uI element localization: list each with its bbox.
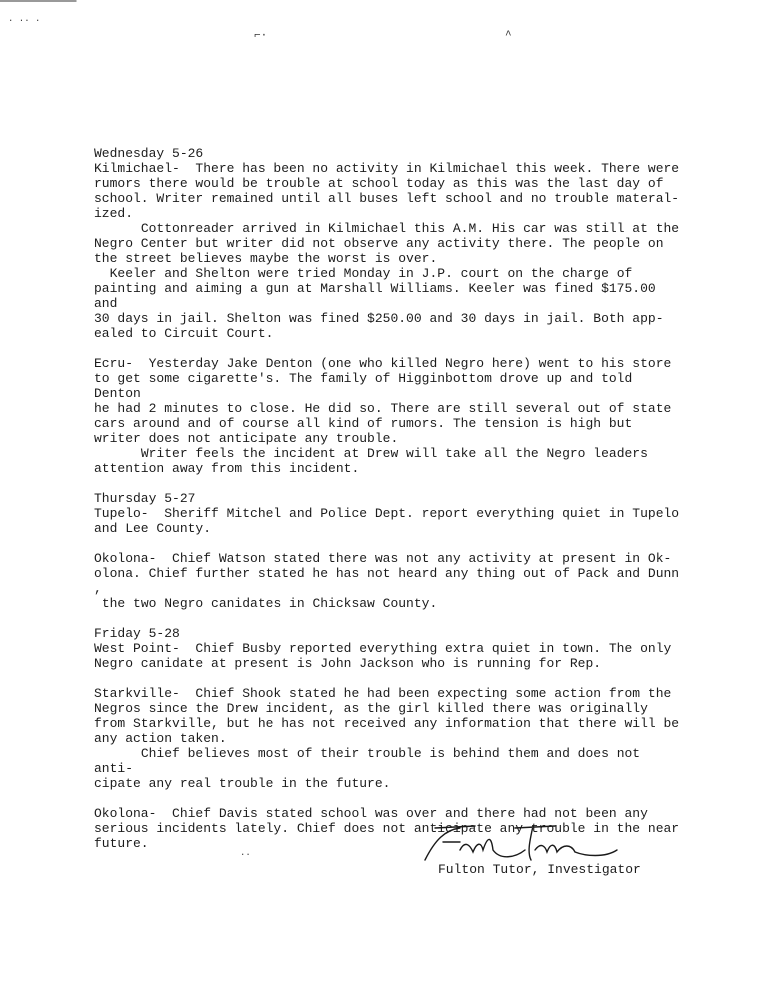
- blank-line: [94, 791, 684, 806]
- text-line: writer does not anticipate any trouble.: [94, 431, 399, 446]
- text-line: ized.: [94, 206, 134, 221]
- text-line: Keeler and Shelton were tried Monday in J.P. court on the charge of: [94, 266, 633, 281]
- text-line: Starkville- Chief Shook stated he had been expecting some action from the: [94, 686, 672, 701]
- text-line: Cottonreader arrived in Kilmichael this A.M. His car was still at the: [94, 221, 680, 236]
- text-line: cipate any real trouble in the future.: [94, 776, 391, 791]
- text-line: he had 2 minutes to close. He did so. There are still several out of state: [94, 401, 672, 416]
- blank-line: [94, 476, 684, 491]
- blank-line: [94, 341, 684, 356]
- text-line: olona. Chief further stated he has not heard any thing out of Pack and Dunn ,: [94, 566, 687, 596]
- report-body: [94, 146, 687, 851]
- text-line: Okolona- Chief Watson stated there was not any activity at present in Ok-: [94, 551, 672, 566]
- scan-mark: ⌐·: [254, 30, 268, 42]
- blank-line: [94, 671, 684, 686]
- scan-edge-line: [0, 0, 763, 2]
- scan-mark: · ·· ·: [8, 16, 41, 26]
- blank-line: [94, 611, 684, 626]
- text-line: ealed to Circuit Court.: [94, 326, 274, 341]
- text-line: rumors there would be trouble at school today as this was the last day of: [94, 176, 664, 191]
- date-heading: Wednesday 5-26: [94, 146, 204, 161]
- scan-mark: ^: [505, 30, 512, 42]
- text-line: attention away from this incident.: [94, 461, 360, 476]
- text-line: Negro canidate at present is John Jackson who is running for Rep.: [94, 656, 602, 671]
- text-line: the two Negro canidates in Chicksaw County.: [94, 596, 438, 611]
- date-heading: Thursday 5-27: [94, 491, 196, 506]
- date-heading: Friday 5-28: [94, 626, 180, 641]
- text-line: any action taken.: [94, 731, 227, 746]
- text-line: and Lee County.: [94, 521, 212, 536]
- text-line: the street believes maybe the worst is over.: [94, 251, 438, 266]
- text-line: Negro Center but writer did not observe any activity there. The people on: [94, 236, 664, 251]
- text-line: Chief believes most of their trouble is behind them and does not anti-: [94, 746, 648, 776]
- text-line: to get some cigarette's. The family of Higginbottom drove up and told Denton: [94, 371, 641, 401]
- blank-line: [94, 536, 684, 551]
- signature-caption: Fulton Tutor, Investigator: [438, 862, 641, 877]
- scan-mark: ··: [240, 850, 251, 860]
- text-line: West Point- Chief Busby reported everything extra quiet in town. The only: [94, 641, 672, 656]
- text-line: cars around and of course all kind of rumors. The tension is high but: [94, 416, 633, 431]
- text-line: school. Writer remained until all buses left school and no trouble materal-: [94, 191, 680, 206]
- text-line: Negros since the Drew incident, as the girl killed there was originally: [94, 701, 648, 716]
- text-line: from Starkville, but he has not received any information that there will be: [94, 716, 680, 731]
- text-line: 30 days in jail. Shelton was fined $250.00 and 30 days in jail. Both app-: [94, 311, 664, 326]
- text-line: Ecru- Yesterday Jake Denton (one who killed Negro here) went to his store: [94, 356, 672, 371]
- text-line: Writer feels the incident at Drew will take all the Negro leaders: [94, 446, 648, 461]
- text-line: painting and aiming a gun at Marshall Williams. Keeler was fined $175.00 and: [94, 281, 664, 311]
- text-line: future.: [94, 836, 149, 851]
- text-line: Tupelo- Sheriff Mitchel and Police Dept. report everything quiet in Tupelo: [94, 506, 680, 521]
- text-line: serious incidents lately. Chief does not anticipate any trouble in the near: [94, 821, 680, 836]
- text-line: Okolona- Chief Davis stated school was over and there had not been any: [94, 806, 648, 821]
- text-line: Kilmichael- There has been no activity in Kilmichael this week. There were: [94, 161, 680, 176]
